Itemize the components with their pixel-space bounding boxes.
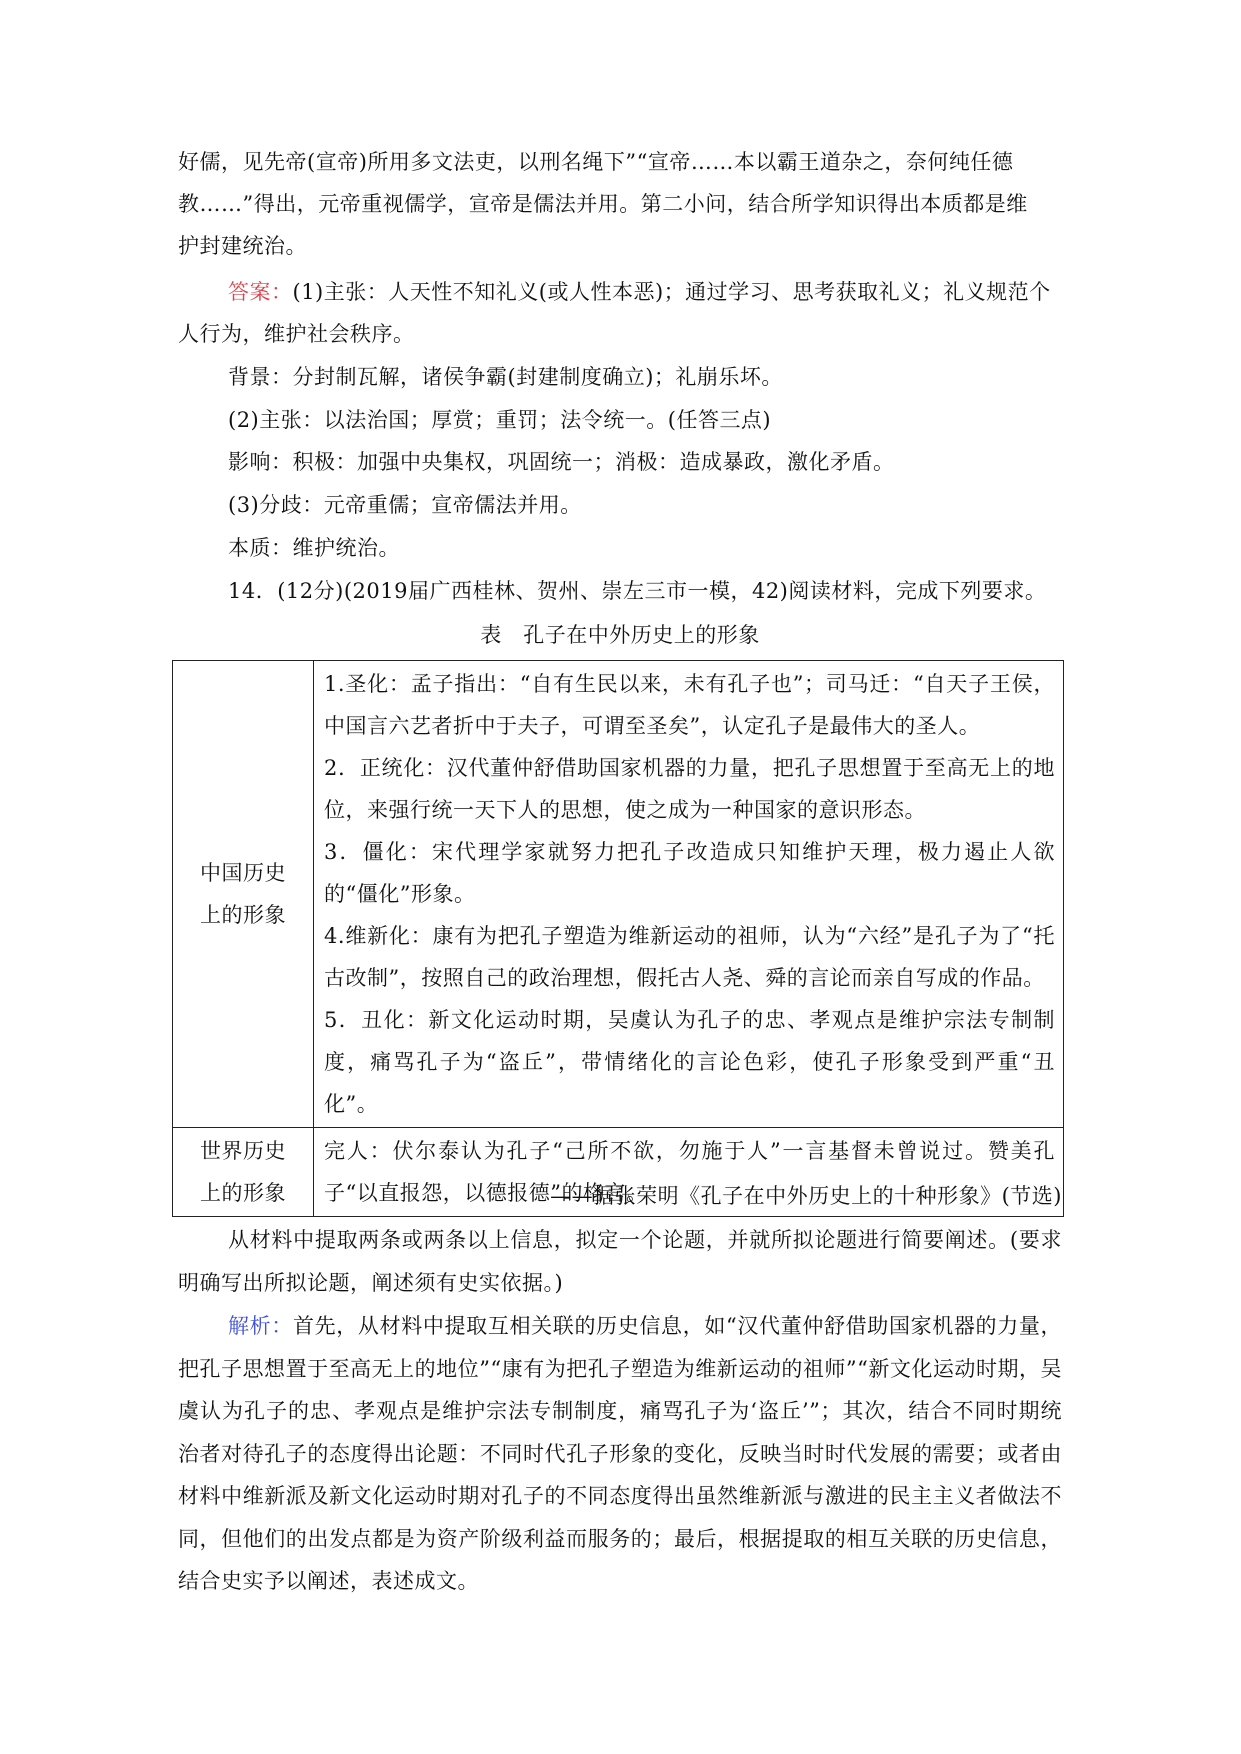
table-item-uglify: 5．丑化：新文化运动时期，吴虞认为孔子的忠、孝观点是维护宗法专制制度，痛骂孔子为“盗丘”，带情绪化的言论色彩，使孔子形象受到严重“丑化”。 (324, 1008, 1055, 1116)
answer-first-line: (1)主张：人天性不知礼义(或人性本恶)；通过学习、思考获取礼义；礼义规范个 (292, 280, 1051, 304)
answer-line-2: (2)主张：以法治国；厚赏；重罚；法令统一。(任答三点) (228, 408, 772, 432)
table-title: 表 孔子在中外历史上的形象 (480, 623, 760, 647)
table-item-perfect: 完人：伏尔泰认为孔子“己所不欲，勿施于人”一言基督未曾说过。赞美孔子“以直报怨，以德报德”的格言。 (324, 1139, 1055, 1205)
intro-line-2: 教……”得出，元帝重视儒学，宣帝是儒法并用。第二小问，结合所学知识得出本质都是维 (178, 192, 1028, 216)
answer-line-essence: 本质：维护统治。 (228, 536, 400, 560)
row-label-world-line1: 世界历史 (200, 1139, 286, 1163)
question-stem: 14．(12分)(2019届广西桂林、贺州、崇左三市一模，42)阅读材料，完成下列要求。 (228, 579, 1047, 603)
intro-line-3: 护封建统治。 (178, 234, 307, 258)
row-label-china-line1: 中国历史 (200, 861, 286, 885)
row-label-world-line2: 上的形象 (200, 1181, 286, 1205)
source-citation: ——据张荣明《孔子在中外历史上的十种形象》(节选) (550, 1184, 1062, 1208)
answer-paragraph (178, 271, 1062, 314)
row-label-china-line2: 上的形象 (200, 903, 286, 927)
table-item-reform: 4.维新化：康有为把孔子塑造为维新运动的祖师，认为“六经”是孔子为了“托古改制”，按照自己的政治理想，假托古人尧、舜的言论而亲自写成的作品。 (324, 924, 1055, 990)
table-item-sage: 1.圣化：孟子指出：“自有生民以来，未有孔子也”；司马迁：“自天子王侯，中国言六艺者折中于夫子，可谓至圣矣”，认定孔子是最伟大的圣人。 (324, 672, 1055, 738)
answer-label: 答案： (228, 280, 293, 304)
table-item-rigid: 3．僵化：宋代理学家就努力把孔子改造成只知维护天理，极力遏止人欲的“僵化”形象。 (324, 840, 1055, 906)
question-requirement: 从材料中提取两条或两条以上信息，拟定一个论题，并就所拟论题进行简要阐述。(要求明确写出所拟论题，阐述须有史实依据。) (178, 1228, 1062, 1295)
intro-line-1: 好儒，见先帝(宣帝)所用多文法吏，以刑名绳下”“宣帝……本以霸王道杂之，奈何纯任德 (178, 150, 1014, 174)
table-row-china (173, 661, 1064, 1128)
answer-line-influence: 影响：积极：加强中央集权，巩固统一；消极：造成暴政，激化矛盾。 (228, 450, 895, 474)
row-content-china (314, 661, 1064, 1128)
confucius-image-table (172, 660, 1064, 1217)
analysis-text: 首先，从材料中提取互相关联的历史信息，如“汉代董仲舒借助国家机器的力量，把孔子思想置于至高无上的地位”“康有为把孔子塑造为维新运动的祖师”“新文化运动时期，吴虞认为孔子的忠、孝观点是维护宗法专制制度，痛骂孔子为‘盗丘’”；其次，结合不同时期统治者对待孔子的态度得出论题：不同时代孔子形象的变化，反映当时时代发展的需要；或者由材料中维新派及新文化运动时期对孔子的不同态度得出虽然维新派与激进的民主主义者做法不同，但他们的出发点都是为资产阶级利益而服务的；最后，根据提取的相互关联的历史信息，结合史实予以阐述，表述成文。 (178, 1314, 1063, 1593)
analysis-label: 解析： (228, 1314, 293, 1338)
row-label-china (173, 661, 314, 1128)
answer-line-background: 背景：分封制瓦解，诸侯争霸(封建制度确立)；礼崩乐坏。 (228, 365, 783, 389)
answer-line-3: (3)分歧：元帝重儒；宣帝儒法并用。 (228, 493, 582, 517)
analysis-paragraph (178, 1305, 1062, 1603)
table-item-orthodox: 2．正统化：汉代董仲舒借助国家机器的力量，把孔子思想置于至高无上的地位，来强行统一天下人的思想，使之成为一种国家的意识形态。 (324, 756, 1055, 822)
answer-first-cont: 人行为，维护社会秩序。 (178, 322, 415, 346)
